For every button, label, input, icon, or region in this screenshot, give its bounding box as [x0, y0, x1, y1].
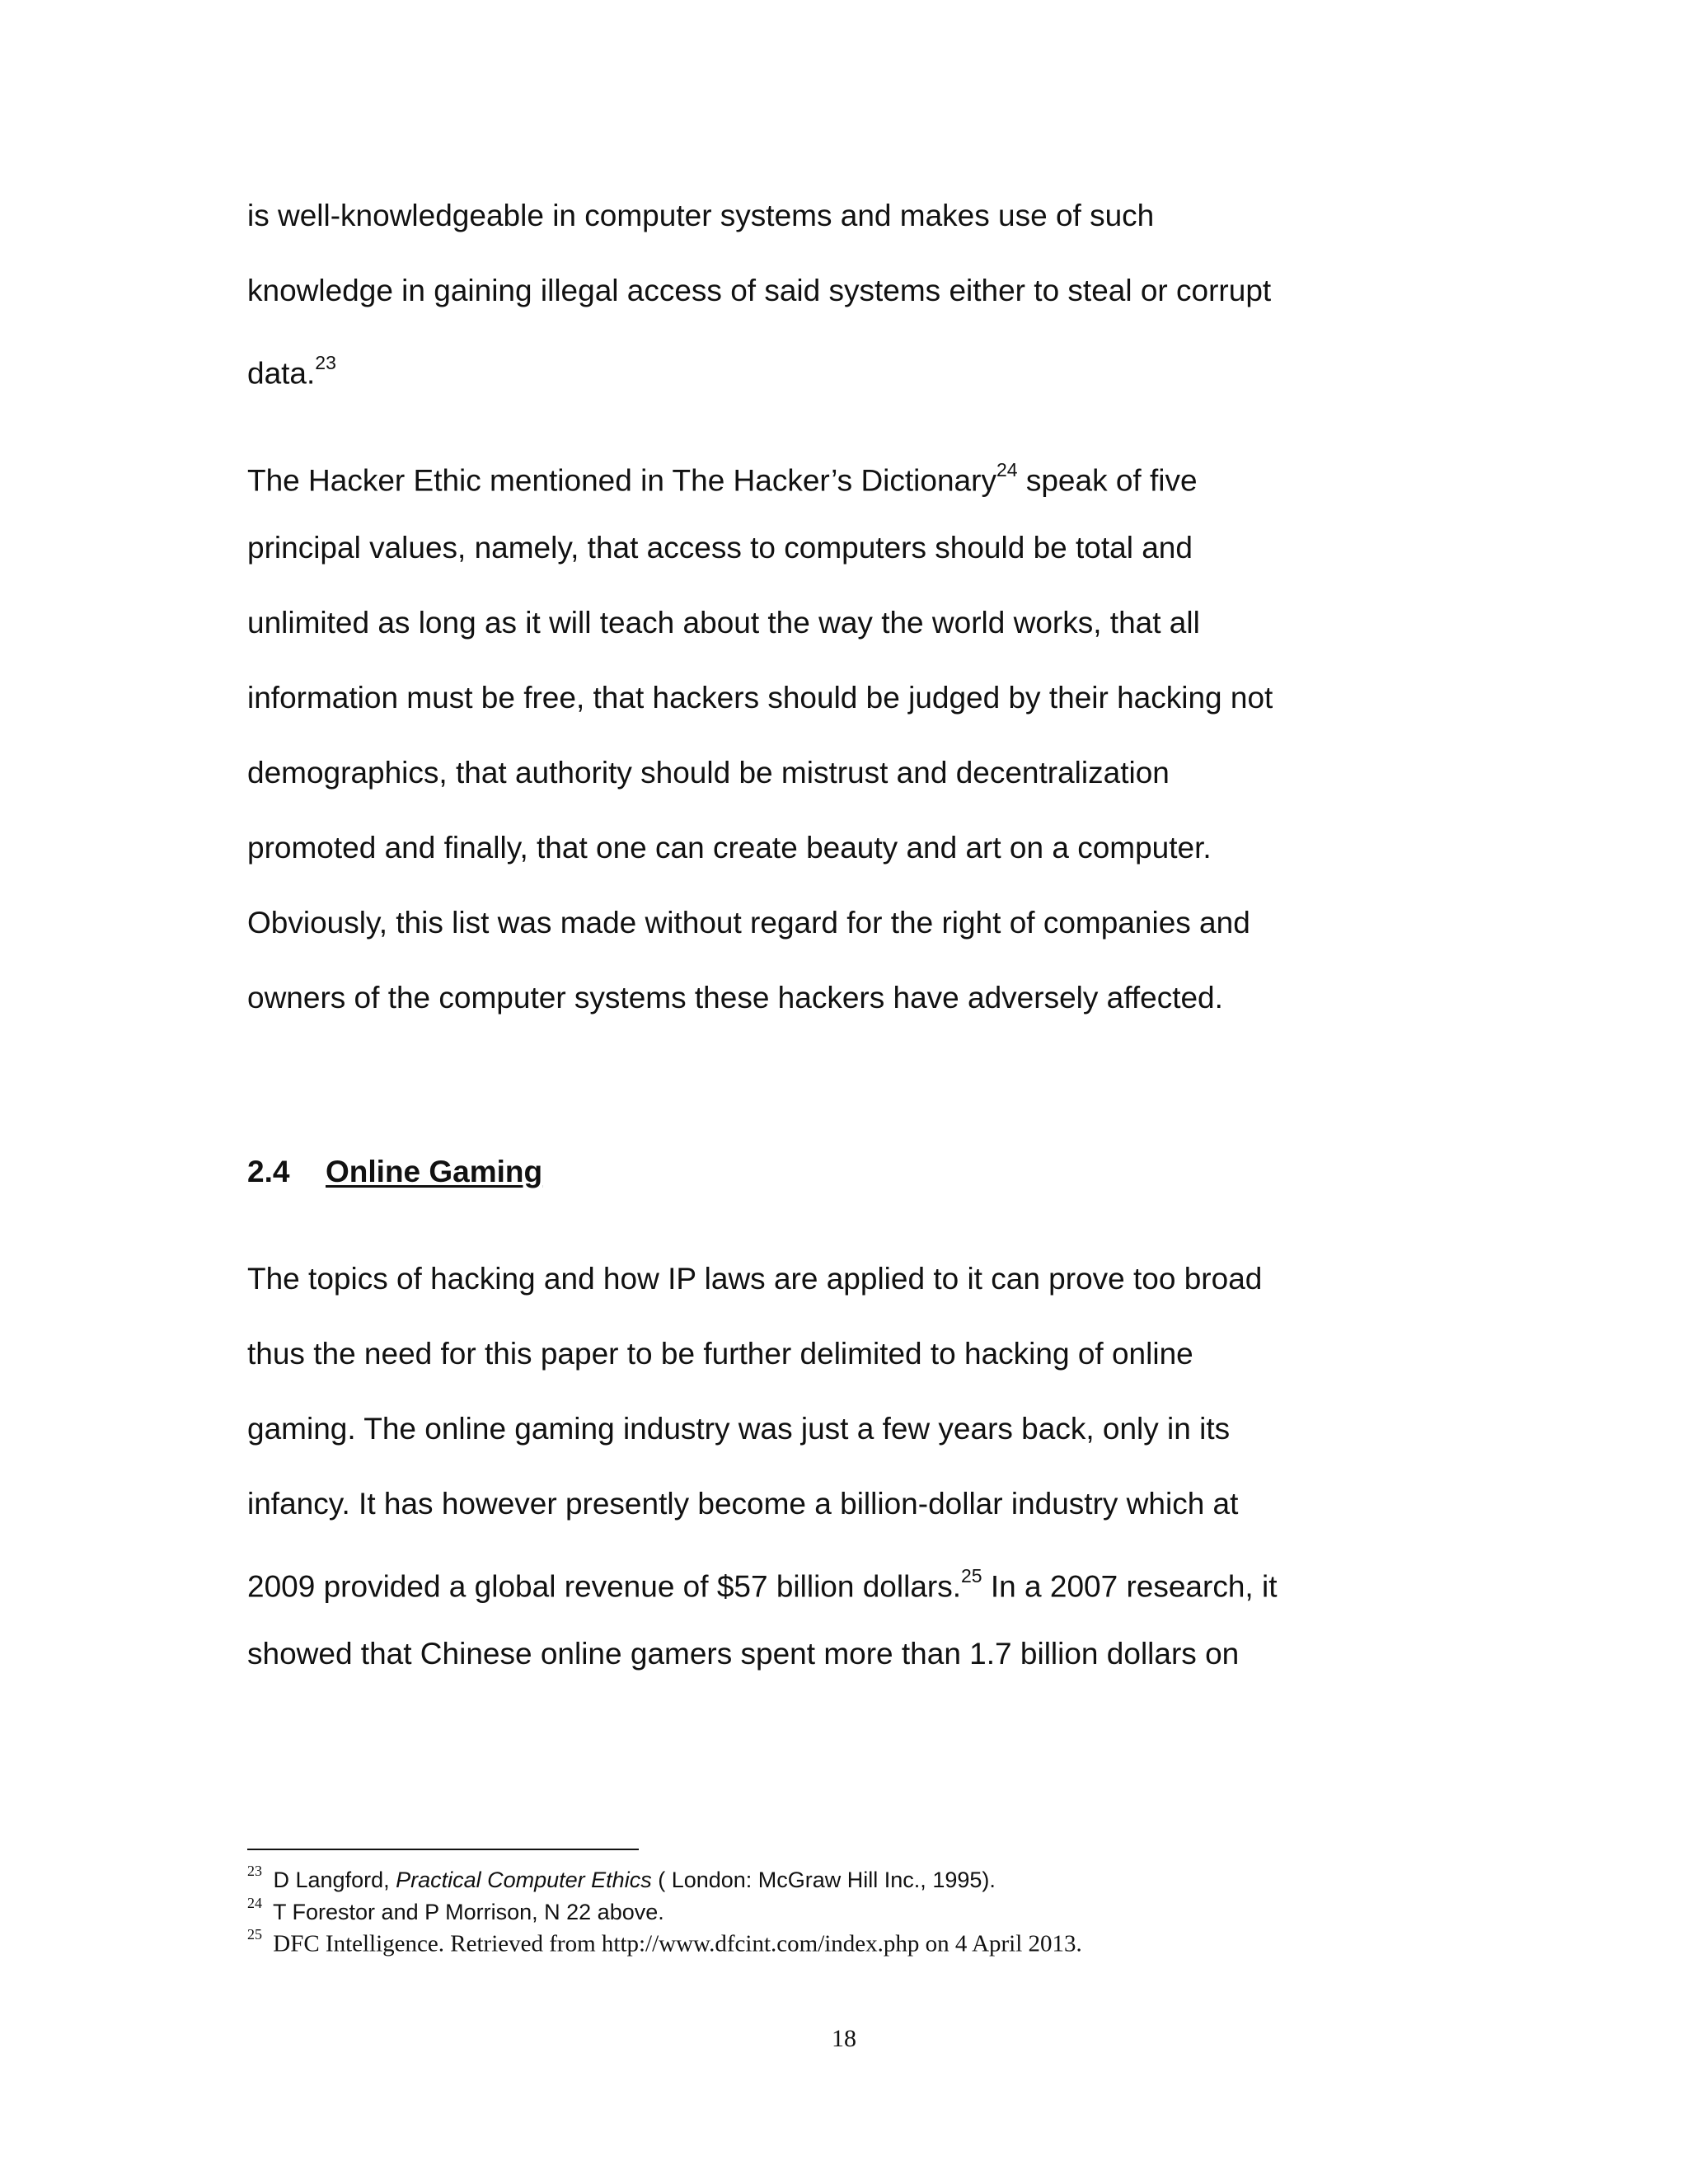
body-line: is well-knowledgeable in computer systems and makes use of such — [247, 199, 1155, 232]
footnote-text: D Langford, — [267, 1868, 396, 1892]
section-heading — [247, 1154, 542, 1190]
footnote — [247, 1924, 1082, 1957]
body-line: information must be free, that hackers should be judged by their hacking not — [247, 681, 1273, 715]
body-line: gaming. The online gaming industry was just a few years back, only in its — [247, 1412, 1231, 1446]
section-number: 2.4 — [247, 1155, 290, 1188]
footnote-text: DFC Intelligence. Retrieved from http://www.dfcint.com/index.php on 4 April 2013. — [267, 1930, 1082, 1957]
body-line: showed that Chinese online gamers spent more than 1.7 billion dollars on — [247, 1637, 1240, 1671]
body-line: thus the need for this paper to be further delimited to hacking of online — [247, 1337, 1193, 1371]
body-line: knowledge in gaining illegal access of said systems either to steal or corrupt — [247, 274, 1272, 307]
body-line: owners of the computer systems these hackers have adversely affected. — [247, 981, 1223, 1015]
body-text: 2009 provided a global revenue of $57 billion dollars. — [247, 1569, 961, 1604]
page-number: 18 — [832, 2025, 856, 2052]
footnote — [247, 1893, 664, 1925]
body-line: infancy. It has however presently become a billion-dollar industry which at — [247, 1487, 1239, 1521]
body-line: demographics, that authority should be mistrust and decentralization — [247, 756, 1170, 790]
body-line — [247, 1561, 1277, 1605]
body-line: Obviously, this list was made without regard for the right of companies and — [247, 906, 1250, 940]
footnote-number: 24 — [247, 1895, 262, 1911]
footnote-text: ( London: McGraw Hill Inc., 1995). — [651, 1868, 996, 1892]
body-line — [247, 348, 336, 391]
body-text: In a 2007 research, it — [982, 1569, 1278, 1604]
body-line: promoted and finally, that one can create beauty and art on a computer. — [247, 831, 1212, 865]
body-line — [247, 455, 1198, 499]
footnote-book-title: Practical Computer Ethics — [396, 1868, 652, 1892]
footnote-text: T Forestor and P Morrison, N 22 above. — [267, 1900, 664, 1924]
footnote — [247, 1861, 996, 1893]
body-line: The topics of hacking and how IP laws are applied to it can prove too broad — [247, 1262, 1263, 1296]
footnote-separator — [247, 1849, 639, 1850]
footnote-reference: 23 — [315, 352, 336, 373]
section-title: Online Gaming — [326, 1155, 543, 1188]
footnote-number: 25 — [247, 1926, 262, 1943]
footnote-number: 23 — [247, 1863, 262, 1879]
footnote-reference: 24 — [996, 459, 1018, 480]
body-text: data. — [247, 356, 316, 391]
body-line: unlimited as long as it will teach about the way the world works, that all — [247, 606, 1200, 640]
footnote-reference: 25 — [961, 1565, 982, 1586]
body-text: The Hacker Ethic mentioned in The Hacker’s Dictionary — [247, 463, 996, 498]
body-line: principal values, namely, that access to computers should be total and — [247, 531, 1193, 565]
body-text: speak of five — [1017, 463, 1198, 498]
